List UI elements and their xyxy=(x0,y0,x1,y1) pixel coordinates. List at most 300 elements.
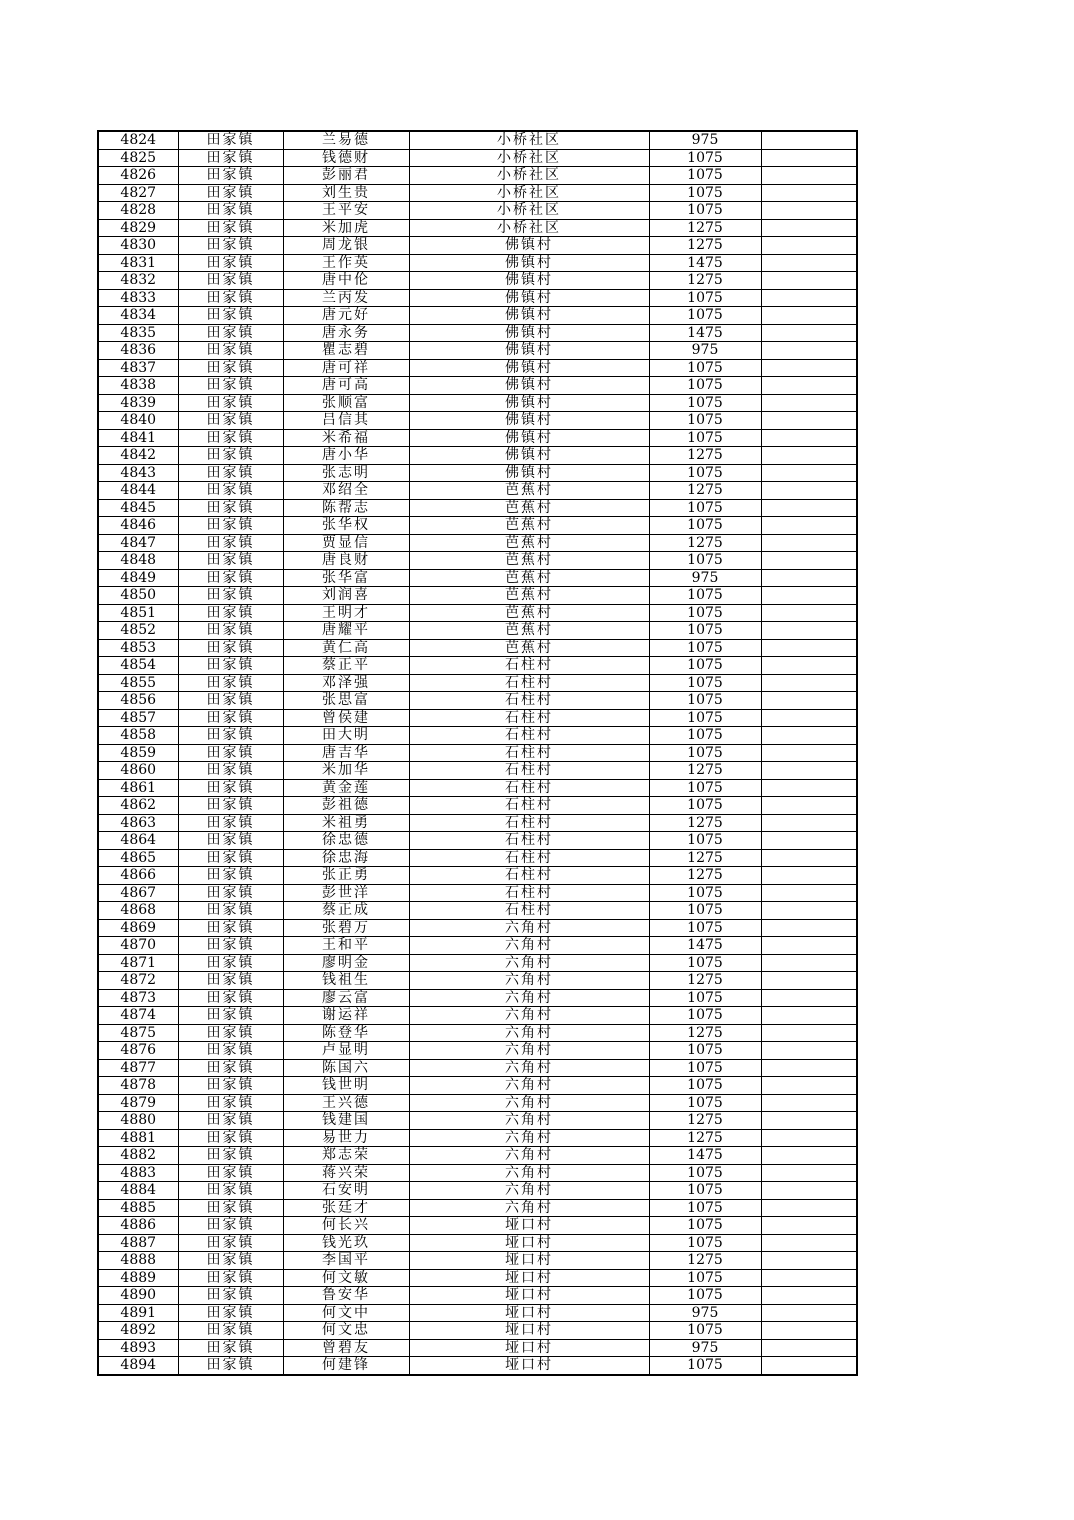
name-cell: 蔡正平 xyxy=(283,657,409,675)
amount-cell: 1275 xyxy=(649,849,761,867)
row-number-cell: 4862 xyxy=(98,797,178,815)
amount-cell: 1075 xyxy=(649,657,761,675)
table-row xyxy=(98,184,857,202)
remark-cell xyxy=(761,359,857,377)
name-cell: 唐永务 xyxy=(283,324,409,342)
table-row xyxy=(98,1164,857,1182)
village-cell: 芭蕉村 xyxy=(409,569,649,587)
table-row xyxy=(98,1199,857,1217)
town-cell: 田家镇 xyxy=(178,587,283,605)
amount-cell: 975 xyxy=(649,1339,761,1357)
name-cell: 钱建国 xyxy=(283,1112,409,1130)
amount-cell: 1075 xyxy=(649,797,761,815)
town-cell: 田家镇 xyxy=(178,1042,283,1060)
name-cell: 彭祖德 xyxy=(283,797,409,815)
remark-cell xyxy=(761,412,857,430)
town-cell: 田家镇 xyxy=(178,534,283,552)
amount-cell: 975 xyxy=(649,569,761,587)
table-row xyxy=(98,1269,857,1287)
row-number-cell: 4858 xyxy=(98,727,178,745)
name-cell: 谢运祥 xyxy=(283,1007,409,1025)
remark-cell xyxy=(761,919,857,937)
table-row xyxy=(98,324,857,342)
table-row xyxy=(98,517,857,535)
name-cell: 田大明 xyxy=(283,727,409,745)
amount-cell: 1075 xyxy=(649,499,761,517)
name-cell: 徐忠海 xyxy=(283,849,409,867)
town-cell: 田家镇 xyxy=(178,1147,283,1165)
table-row xyxy=(98,1304,857,1322)
table-row xyxy=(98,342,857,360)
town-cell: 田家镇 xyxy=(178,1252,283,1270)
village-cell: 小桥社区 xyxy=(409,131,649,149)
town-cell: 田家镇 xyxy=(178,272,283,290)
town-cell: 田家镇 xyxy=(178,604,283,622)
name-cell: 米加华 xyxy=(283,762,409,780)
row-number-cell: 4861 xyxy=(98,779,178,797)
table-row xyxy=(98,954,857,972)
amount-cell: 1075 xyxy=(649,727,761,745)
village-cell: 六角村 xyxy=(409,1129,649,1147)
table-row xyxy=(98,149,857,167)
name-cell: 易世力 xyxy=(283,1129,409,1147)
name-cell: 唐元好 xyxy=(283,307,409,325)
name-cell: 彭世洋 xyxy=(283,884,409,902)
town-cell: 田家镇 xyxy=(178,377,283,395)
row-number-cell: 4830 xyxy=(98,237,178,255)
town-cell: 田家镇 xyxy=(178,1059,283,1077)
town-cell: 田家镇 xyxy=(178,622,283,640)
row-number-cell: 4843 xyxy=(98,464,178,482)
row-number-cell: 4833 xyxy=(98,289,178,307)
table-row xyxy=(98,359,857,377)
row-number-cell: 4853 xyxy=(98,639,178,657)
table-row xyxy=(98,779,857,797)
village-cell: 佛镇村 xyxy=(409,289,649,307)
table-row xyxy=(98,289,857,307)
remark-cell xyxy=(761,832,857,850)
row-number-cell: 4880 xyxy=(98,1112,178,1130)
row-number-cell: 4891 xyxy=(98,1304,178,1322)
village-cell: 小桥社区 xyxy=(409,219,649,237)
remark-cell xyxy=(761,709,857,727)
row-number-cell: 4890 xyxy=(98,1287,178,1305)
remark-cell xyxy=(761,149,857,167)
row-number-cell: 4870 xyxy=(98,937,178,955)
row-number-cell: 4840 xyxy=(98,412,178,430)
name-cell: 王平安 xyxy=(283,202,409,220)
amount-cell: 1275 xyxy=(649,1252,761,1270)
amount-cell: 1275 xyxy=(649,1024,761,1042)
row-number-cell: 4871 xyxy=(98,954,178,972)
name-cell: 陈登华 xyxy=(283,1024,409,1042)
town-cell: 田家镇 xyxy=(178,1007,283,1025)
name-cell: 张碧万 xyxy=(283,919,409,937)
table-row xyxy=(98,657,857,675)
town-cell: 田家镇 xyxy=(178,499,283,517)
row-number-cell: 4826 xyxy=(98,167,178,185)
remark-cell xyxy=(761,569,857,587)
village-cell: 佛镇村 xyxy=(409,377,649,395)
village-cell: 石柱村 xyxy=(409,727,649,745)
table-row xyxy=(98,937,857,955)
row-number-cell: 4845 xyxy=(98,499,178,517)
table-row xyxy=(98,429,857,447)
remark-cell xyxy=(761,1164,857,1182)
row-number-cell: 4885 xyxy=(98,1199,178,1217)
remark-cell xyxy=(761,639,857,657)
amount-cell: 1275 xyxy=(649,534,761,552)
remark-cell xyxy=(761,552,857,570)
village-cell: 六角村 xyxy=(409,1059,649,1077)
name-cell: 王兴德 xyxy=(283,1094,409,1112)
village-cell: 六角村 xyxy=(409,1199,649,1217)
amount-cell: 1075 xyxy=(649,622,761,640)
remark-cell xyxy=(761,1059,857,1077)
amount-cell: 1075 xyxy=(649,552,761,570)
town-cell: 田家镇 xyxy=(178,167,283,185)
table-row xyxy=(98,202,857,220)
row-number-cell: 4832 xyxy=(98,272,178,290)
row-number-cell: 4836 xyxy=(98,342,178,360)
name-cell: 刘润喜 xyxy=(283,587,409,605)
amount-cell: 1075 xyxy=(649,289,761,307)
village-cell: 芭蕉村 xyxy=(409,622,649,640)
row-number-cell: 4884 xyxy=(98,1182,178,1200)
name-cell: 米希福 xyxy=(283,429,409,447)
amount-cell: 1075 xyxy=(649,1357,761,1375)
village-cell: 石柱村 xyxy=(409,709,649,727)
table-row xyxy=(98,639,857,657)
row-number-cell: 4844 xyxy=(98,482,178,500)
table-row xyxy=(98,552,857,570)
town-cell: 田家镇 xyxy=(178,639,283,657)
table-row xyxy=(98,1287,857,1305)
village-cell: 石柱村 xyxy=(409,779,649,797)
remark-cell xyxy=(761,429,857,447)
row-number-cell: 4860 xyxy=(98,762,178,780)
name-cell: 王明才 xyxy=(283,604,409,622)
row-number-cell: 4879 xyxy=(98,1094,178,1112)
row-number-cell: 4838 xyxy=(98,377,178,395)
row-number-cell: 4874 xyxy=(98,1007,178,1025)
town-cell: 田家镇 xyxy=(178,674,283,692)
amount-cell: 1075 xyxy=(649,587,761,605)
amount-cell: 1075 xyxy=(649,1322,761,1340)
amount-cell: 1075 xyxy=(649,674,761,692)
row-number-cell: 4857 xyxy=(98,709,178,727)
amount-cell: 1075 xyxy=(649,1234,761,1252)
table-row xyxy=(98,1024,857,1042)
remark-cell xyxy=(761,202,857,220)
town-cell: 田家镇 xyxy=(178,131,283,149)
row-number-cell: 4868 xyxy=(98,902,178,920)
remark-cell xyxy=(761,447,857,465)
amount-cell: 1075 xyxy=(649,429,761,447)
name-cell: 唐耀平 xyxy=(283,622,409,640)
town-cell: 田家镇 xyxy=(178,1322,283,1340)
remark-cell xyxy=(761,1182,857,1200)
row-number-cell: 4865 xyxy=(98,849,178,867)
table-row xyxy=(98,131,857,149)
name-cell: 王和平 xyxy=(283,937,409,955)
remark-cell xyxy=(761,534,857,552)
remark-cell xyxy=(761,324,857,342)
amount-cell: 1275 xyxy=(649,482,761,500)
remark-cell xyxy=(761,289,857,307)
village-cell: 小桥社区 xyxy=(409,202,649,220)
row-number-cell: 4856 xyxy=(98,692,178,710)
village-cell: 石柱村 xyxy=(409,814,649,832)
name-cell: 唐良财 xyxy=(283,552,409,570)
row-number-cell: 4829 xyxy=(98,219,178,237)
name-cell: 何文忠 xyxy=(283,1322,409,1340)
amount-cell: 1275 xyxy=(649,762,761,780)
table-row xyxy=(98,272,857,290)
town-cell: 田家镇 xyxy=(178,937,283,955)
table-row xyxy=(98,849,857,867)
village-cell: 垭口村 xyxy=(409,1217,649,1235)
town-cell: 田家镇 xyxy=(178,447,283,465)
town-cell: 田家镇 xyxy=(178,1094,283,1112)
remark-cell xyxy=(761,902,857,920)
amount-cell: 1075 xyxy=(649,377,761,395)
amount-cell: 1075 xyxy=(649,1164,761,1182)
town-cell: 田家镇 xyxy=(178,919,283,937)
table-row xyxy=(98,727,857,745)
village-cell: 六角村 xyxy=(409,972,649,990)
amount-cell: 1075 xyxy=(649,692,761,710)
village-cell: 六角村 xyxy=(409,1077,649,1095)
table-row xyxy=(98,989,857,1007)
town-cell: 田家镇 xyxy=(178,202,283,220)
village-cell: 六角村 xyxy=(409,1094,649,1112)
row-number-cell: 4859 xyxy=(98,744,178,762)
row-number-cell: 4849 xyxy=(98,569,178,587)
town-cell: 田家镇 xyxy=(178,219,283,237)
amount-cell: 1275 xyxy=(649,1112,761,1130)
town-cell: 田家镇 xyxy=(178,569,283,587)
name-cell: 周龙银 xyxy=(283,237,409,255)
town-cell: 田家镇 xyxy=(178,1199,283,1217)
village-cell: 芭蕉村 xyxy=(409,534,649,552)
town-cell: 田家镇 xyxy=(178,709,283,727)
table-row xyxy=(98,1217,857,1235)
remark-cell xyxy=(761,307,857,325)
table-row xyxy=(98,237,857,255)
table-row xyxy=(98,867,857,885)
table-row xyxy=(98,1147,857,1165)
village-cell: 六角村 xyxy=(409,954,649,972)
row-number-cell: 4835 xyxy=(98,324,178,342)
row-number-cell: 4855 xyxy=(98,674,178,692)
table-row xyxy=(98,377,857,395)
town-cell: 田家镇 xyxy=(178,464,283,482)
name-cell: 何长兴 xyxy=(283,1217,409,1235)
row-number-cell: 4878 xyxy=(98,1077,178,1095)
remark-cell xyxy=(761,762,857,780)
table-row xyxy=(98,1357,857,1375)
village-cell: 垭口村 xyxy=(409,1339,649,1357)
amount-cell: 1075 xyxy=(649,149,761,167)
amount-cell: 1475 xyxy=(649,937,761,955)
table-row xyxy=(98,972,857,990)
row-number-cell: 4834 xyxy=(98,307,178,325)
remark-cell xyxy=(761,744,857,762)
town-cell: 田家镇 xyxy=(178,989,283,1007)
village-cell: 佛镇村 xyxy=(409,324,649,342)
village-cell: 佛镇村 xyxy=(409,342,649,360)
row-number-cell: 4866 xyxy=(98,867,178,885)
table-row xyxy=(98,674,857,692)
record-table xyxy=(97,130,858,1376)
table-row xyxy=(98,1112,857,1130)
town-cell: 田家镇 xyxy=(178,429,283,447)
remark-cell xyxy=(761,1252,857,1270)
town-cell: 田家镇 xyxy=(178,849,283,867)
amount-cell: 1075 xyxy=(649,1042,761,1060)
name-cell: 鲁安华 xyxy=(283,1287,409,1305)
town-cell: 田家镇 xyxy=(178,412,283,430)
remark-cell xyxy=(761,1287,857,1305)
town-cell: 田家镇 xyxy=(178,359,283,377)
name-cell: 米加虎 xyxy=(283,219,409,237)
table-row xyxy=(98,709,857,727)
town-cell: 田家镇 xyxy=(178,342,283,360)
town-cell: 田家镇 xyxy=(178,1182,283,1200)
row-number-cell: 4892 xyxy=(98,1322,178,1340)
remark-cell xyxy=(761,272,857,290)
town-cell: 田家镇 xyxy=(178,1357,283,1375)
row-number-cell: 4893 xyxy=(98,1339,178,1357)
name-cell: 何建锋 xyxy=(283,1357,409,1375)
remark-cell xyxy=(761,814,857,832)
village-cell: 佛镇村 xyxy=(409,307,649,325)
table-row xyxy=(98,1059,857,1077)
row-number-cell: 4851 xyxy=(98,604,178,622)
amount-cell: 1075 xyxy=(649,1007,761,1025)
village-cell: 佛镇村 xyxy=(409,447,649,465)
remark-cell xyxy=(761,989,857,1007)
village-cell: 芭蕉村 xyxy=(409,499,649,517)
remark-cell xyxy=(761,517,857,535)
remark-cell xyxy=(761,342,857,360)
village-cell: 六角村 xyxy=(409,1147,649,1165)
town-cell: 田家镇 xyxy=(178,692,283,710)
town-cell: 田家镇 xyxy=(178,744,283,762)
village-cell: 石柱村 xyxy=(409,744,649,762)
village-cell: 六角村 xyxy=(409,1164,649,1182)
table-row xyxy=(98,622,857,640)
name-cell: 张正勇 xyxy=(283,867,409,885)
village-cell: 小桥社区 xyxy=(409,149,649,167)
amount-cell: 1075 xyxy=(649,1094,761,1112)
amount-cell: 975 xyxy=(649,131,761,149)
village-cell: 佛镇村 xyxy=(409,429,649,447)
village-cell: 石柱村 xyxy=(409,692,649,710)
row-number-cell: 4877 xyxy=(98,1059,178,1077)
village-cell: 垭口村 xyxy=(409,1322,649,1340)
table-row xyxy=(98,1007,857,1025)
remark-cell xyxy=(761,131,857,149)
name-cell: 张华权 xyxy=(283,517,409,535)
village-cell: 芭蕉村 xyxy=(409,587,649,605)
village-cell: 石柱村 xyxy=(409,832,649,850)
village-cell: 垭口村 xyxy=(409,1287,649,1305)
village-cell: 石柱村 xyxy=(409,797,649,815)
row-number-cell: 4852 xyxy=(98,622,178,640)
table-row xyxy=(98,604,857,622)
table-row xyxy=(98,412,857,430)
name-cell: 黄仁高 xyxy=(283,639,409,657)
town-cell: 田家镇 xyxy=(178,814,283,832)
amount-cell: 1075 xyxy=(649,919,761,937)
table-body xyxy=(98,131,857,1375)
name-cell: 廖明金 xyxy=(283,954,409,972)
town-cell: 田家镇 xyxy=(178,149,283,167)
name-cell: 吕信其 xyxy=(283,412,409,430)
amount-cell: 1275 xyxy=(649,972,761,990)
village-cell: 六角村 xyxy=(409,1042,649,1060)
village-cell: 佛镇村 xyxy=(409,272,649,290)
table-row xyxy=(98,814,857,832)
remark-cell xyxy=(761,1094,857,1112)
remark-cell xyxy=(761,657,857,675)
row-number-cell: 4846 xyxy=(98,517,178,535)
remark-cell xyxy=(761,797,857,815)
remark-cell xyxy=(761,1042,857,1060)
amount-cell: 1075 xyxy=(649,1287,761,1305)
name-cell: 张志明 xyxy=(283,464,409,482)
amount-cell: 1075 xyxy=(649,412,761,430)
village-cell: 六角村 xyxy=(409,1112,649,1130)
name-cell: 徐忠德 xyxy=(283,832,409,850)
town-cell: 田家镇 xyxy=(178,1164,283,1182)
amount-cell: 1075 xyxy=(649,1199,761,1217)
name-cell: 贾显信 xyxy=(283,534,409,552)
row-number-cell: 4883 xyxy=(98,1164,178,1182)
remark-cell xyxy=(761,674,857,692)
name-cell: 张华富 xyxy=(283,569,409,587)
table-row xyxy=(98,569,857,587)
village-cell: 小桥社区 xyxy=(409,167,649,185)
village-cell: 芭蕉村 xyxy=(409,517,649,535)
name-cell: 唐可祥 xyxy=(283,359,409,377)
town-cell: 田家镇 xyxy=(178,254,283,272)
name-cell: 唐中伦 xyxy=(283,272,409,290)
town-cell: 田家镇 xyxy=(178,1217,283,1235)
row-number-cell: 4825 xyxy=(98,149,178,167)
name-cell: 卢显明 xyxy=(283,1042,409,1060)
table-row xyxy=(98,394,857,412)
village-cell: 佛镇村 xyxy=(409,237,649,255)
town-cell: 田家镇 xyxy=(178,832,283,850)
name-cell: 刘生贵 xyxy=(283,184,409,202)
town-cell: 田家镇 xyxy=(178,1129,283,1147)
town-cell: 田家镇 xyxy=(178,1077,283,1095)
village-cell: 石柱村 xyxy=(409,657,649,675)
table-row xyxy=(98,307,857,325)
name-cell: 陈国六 xyxy=(283,1059,409,1077)
amount-cell: 975 xyxy=(649,1304,761,1322)
table-row xyxy=(98,832,857,850)
amount-cell: 1075 xyxy=(649,394,761,412)
town-cell: 田家镇 xyxy=(178,779,283,797)
amount-cell: 1075 xyxy=(649,604,761,622)
amount-cell: 1275 xyxy=(649,272,761,290)
table-row xyxy=(98,464,857,482)
village-cell: 芭蕉村 xyxy=(409,639,649,657)
